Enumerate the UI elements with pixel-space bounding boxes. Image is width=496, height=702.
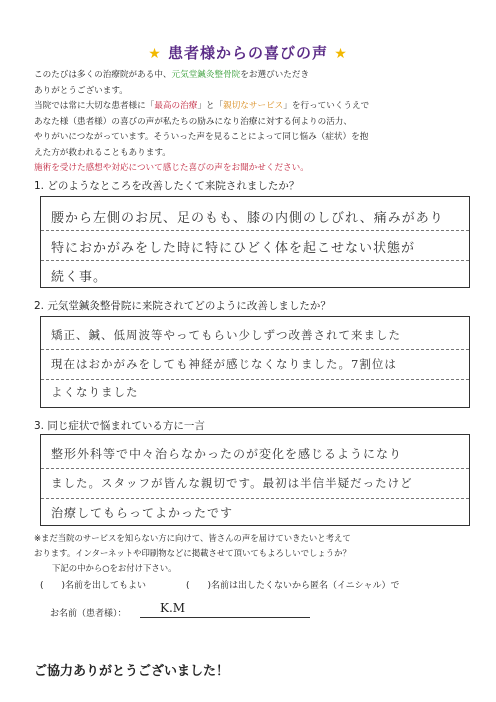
highlight-service: 親切なサービス (223, 101, 284, 111)
intro-line-text: このたびは多くの治療院がある中、 (34, 70, 172, 80)
ruled-line (41, 349, 469, 350)
intro-line-text: 」と「 (197, 101, 224, 111)
star-icon: ★ (148, 46, 162, 62)
intro-line: えた方が救われることもあります。 (34, 147, 171, 158)
clinic-name: 元気堂鍼灸整骨院 (171, 70, 241, 80)
answer-line: 特におかがみをした時に特にひどく体を起こせない状態が (51, 241, 416, 256)
answer-box-3 (40, 434, 470, 526)
patient-name-label: お名前（患者様）： (50, 609, 127, 619)
consent-option-anonymous[interactable]: ( )名前は出したくないから匿名（イニシャル）で (186, 581, 400, 591)
ruled-line (41, 260, 469, 261)
intro-line: あなた様（患者様）の喜びの声が私たちの励みになり治療に対する何よりの活力、 (34, 116, 352, 127)
highlight-treatment: 最高の治療 (154, 101, 198, 111)
intro-line: やりがいにつながっています。そういった声を見ることによって同じ悩み（症状）を抱 (34, 132, 369, 142)
page-title (0, 42, 496, 63)
intro-line-text: 」を行っていくうえで (283, 101, 370, 111)
question-3: 3. 同じ症状で悩まれている方に一言 (34, 420, 205, 432)
answer-line: ました。スタッフが皆んな親切です。最初は半信半疑だったけど (51, 476, 413, 490)
answer-box-1 (40, 196, 470, 288)
thanks-message: ご協力ありがとうございました！ (34, 664, 230, 679)
question-1: 1. どのようなところを改善したくて来院されましたか？ (34, 180, 300, 192)
answer-line: 治療してもらってよかったです (51, 506, 234, 520)
ruled-line (41, 230, 469, 231)
answer-line: 整形外科等で中々治らなかったのが変化を感じるようになり (51, 447, 403, 461)
intro-text (34, 68, 474, 177)
answer-line: 腰から左側のお尻、足のもも、膝の内側のしびれ、痛みがあり (51, 211, 444, 226)
intro-line (34, 99, 474, 115)
consent-option-allow[interactable]: ( )名前を出してもよい (40, 581, 147, 591)
question-2: 2. 元気堂鍼灸整骨院に来院されてどのように改善しましたか？ (34, 300, 331, 312)
intro-line-text: をお選びいただき (240, 70, 310, 80)
answer-line: 続く事。 (51, 270, 108, 285)
ruled-line (41, 468, 469, 469)
intro-line: ありがとうございます。 (34, 85, 128, 96)
answer-line: 矯正、鍼、低周波等やってもらい少しずつ改善されて来ました (51, 328, 401, 342)
consent-note: ※まだ当院のサービスを知らない方に向けて、皆さんの声を届けていきたいと考えて (34, 533, 351, 543)
intro-request: 施術を受けた感想や対応について感じた喜びの声をお聞かせください。 (34, 163, 309, 173)
intro-line-text: 当院では常に大切な患者様に「 (34, 101, 155, 111)
answer-line: よくなりました (51, 385, 139, 399)
ruled-line (41, 379, 469, 380)
patient-name-value[interactable]: K.M (160, 601, 186, 615)
answer-line: 現在はおかがみをしても神経が感じなくなりました。7割位は (51, 357, 397, 371)
consent-note: おります。インターネットや印刷物などに掲載させて頂いてもよろしいでしょうか？ (34, 548, 351, 558)
consent-instruction: 下記の中から○をお付け下さい。 (52, 563, 177, 573)
title-text: 患者様からの喜びの声 (167, 44, 328, 62)
answer-box-2 (40, 316, 470, 408)
intro-line (34, 68, 474, 84)
patient-name-line (140, 617, 310, 618)
star-icon: ★ (334, 46, 348, 62)
ruled-line (41, 498, 469, 499)
